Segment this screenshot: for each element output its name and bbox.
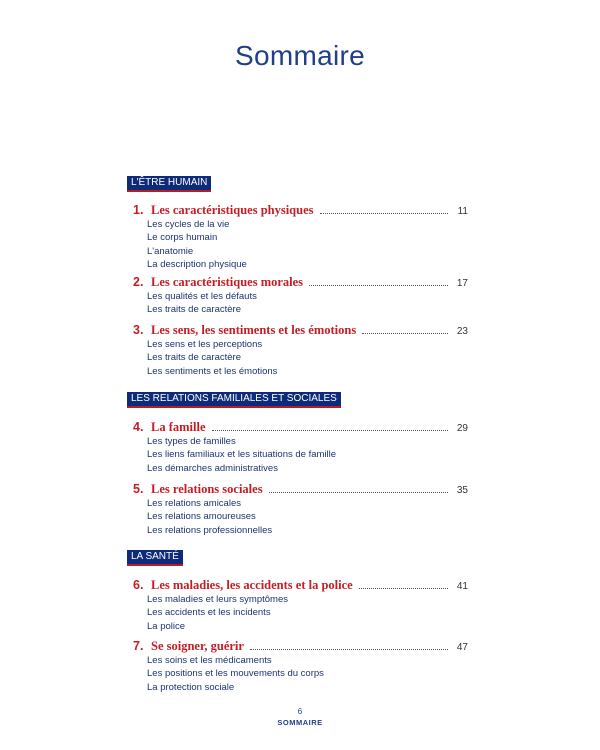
chapter-3 <box>133 322 468 378</box>
chapter-page-number: 17 <box>456 278 468 289</box>
subtopic-item: Les maladies et leurs symptômes <box>147 594 288 605</box>
chapter-4 <box>133 419 468 475</box>
chapter-heading[interactable] <box>133 202 468 218</box>
subtopic-item: Les sentiments et les émotions <box>147 365 278 377</box>
subtopic-item: Les relations amicales <box>147 498 241 509</box>
chapter-title: Les sens, les sentiments et les émotions <box>151 323 357 337</box>
subtopic-item: Les qualités et les défauts <box>147 291 257 302</box>
chapter-number: 6. <box>133 578 144 592</box>
footer-label: SOMMAIRE <box>277 718 323 727</box>
subtopic-item: Les cycles de la vie <box>147 219 230 230</box>
chapter-title: Les maladies, les accidents et la police <box>151 578 353 592</box>
footer-page-number: 6 <box>297 707 303 716</box>
dot-leader <box>362 333 448 334</box>
chapter-5 <box>133 481 468 537</box>
chapter-title: Les caractéristiques morales <box>151 275 304 289</box>
chapter-page-number: 41 <box>456 581 468 592</box>
chapter-title: Les caractéristiques physiques <box>151 203 314 217</box>
chapter-7 <box>133 638 468 694</box>
subtopic-item: Les traits de caractère <box>147 304 241 316</box>
chapter-page-number: 29 <box>456 423 468 434</box>
subtopic-item: Les soins et les médicaments <box>147 655 272 666</box>
subtopic-item: Les relations professionnelles <box>147 524 273 536</box>
subtopic-item: Les démarches administratives <box>147 462 278 474</box>
subtopic-item: Les liens familiaux et les situations de famille <box>147 449 337 461</box>
dot-leader <box>320 213 449 214</box>
chapter-heading[interactable] <box>133 481 468 497</box>
dot-leader <box>212 430 448 431</box>
chapter-page-number: 47 <box>456 642 468 653</box>
chapter-title: La famille <box>151 420 206 434</box>
subtopic-item: La police <box>147 620 186 632</box>
section-header-etre-humain: L'ÊTRE HUMAIN <box>127 176 211 192</box>
chapter-number: 4. <box>133 420 144 434</box>
chapter-number: 1. <box>133 203 144 217</box>
subtopic-item: Les traits de caractère <box>147 352 241 364</box>
chapter-1 <box>133 202 468 271</box>
chapter-title: Se soigner, guérir <box>151 639 244 653</box>
chapter-heading[interactable] <box>133 638 468 654</box>
dot-leader <box>269 492 448 493</box>
chapter-heading[interactable] <box>133 274 468 290</box>
subtopic-item: La protection sociale <box>147 681 235 693</box>
subtopic-item: Les accidents et les incidents <box>147 607 271 619</box>
dot-leader <box>359 588 448 589</box>
subtopic-item: Les relations amoureuses <box>147 511 256 523</box>
subtopic-item: Les positions et les mouvements du corps <box>147 668 324 680</box>
dot-leader <box>250 649 448 650</box>
chapter-page-number: 23 <box>456 326 468 337</box>
chapter-number: 2. <box>133 275 144 289</box>
chapter-6 <box>133 577 468 633</box>
subtopic-item: Les types de familles <box>147 436 236 447</box>
chapter-heading[interactable] <box>133 322 468 338</box>
subtopic-item: L'anatomie <box>147 245 194 257</box>
chapter-title: Les relations sociales <box>151 482 263 496</box>
chapter-2 <box>133 274 468 317</box>
subtopic-item: La description physique <box>147 258 247 270</box>
page-title: Sommaire <box>235 40 365 71</box>
chapter-number: 5. <box>133 482 144 496</box>
chapter-heading[interactable] <box>133 577 468 593</box>
section-header-sante: LA SANTÉ <box>127 550 183 566</box>
chapter-heading[interactable] <box>133 419 468 435</box>
dot-leader <box>309 285 448 286</box>
chapter-page-number: 11 <box>457 206 468 217</box>
chapter-number: 3. <box>133 323 144 337</box>
subtopic-item: Les sens et les perceptions <box>147 339 263 350</box>
subtopic-item: Le corps humain <box>147 232 218 244</box>
chapter-number: 7. <box>133 639 144 653</box>
chapter-page-number: 35 <box>456 485 468 496</box>
section-header-relations: LES RELATIONS FAMILIALES ET SOCIALES <box>127 392 341 408</box>
